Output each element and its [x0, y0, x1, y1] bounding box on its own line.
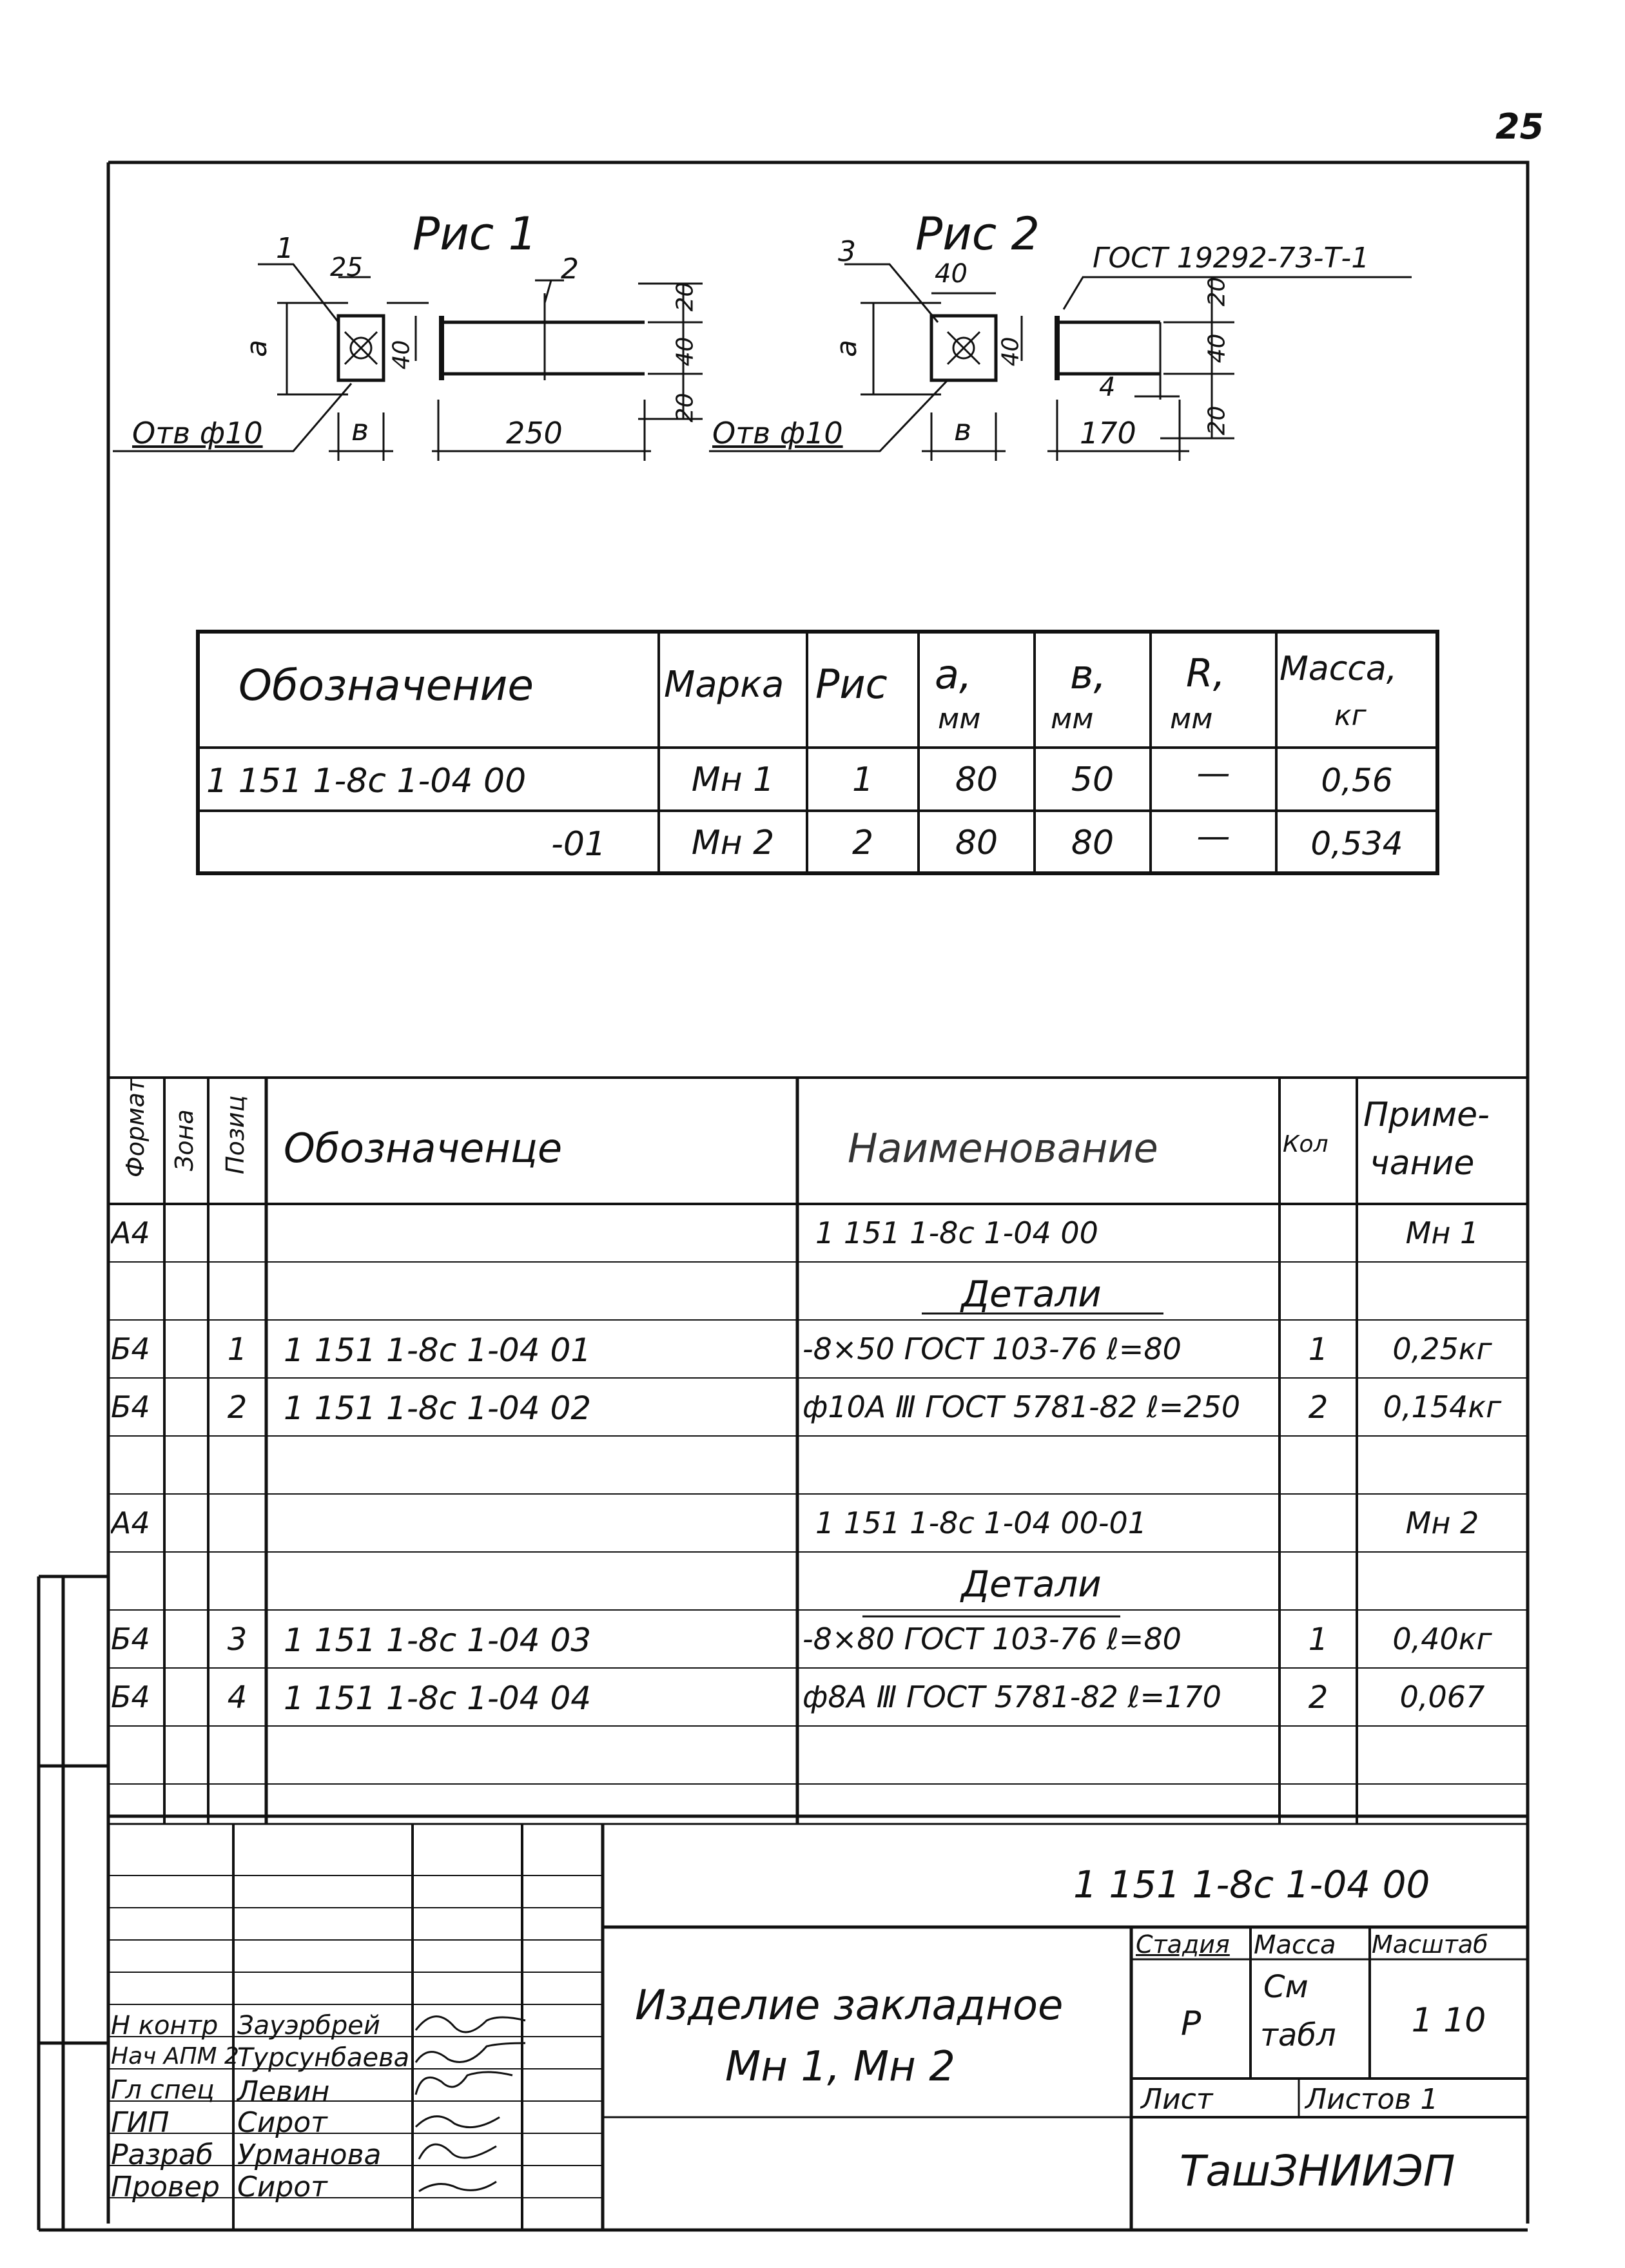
fig2-dim-40: 40 [997, 336, 1024, 367]
fig1-dim-40-right: 40 [672, 336, 699, 367]
fig1-dim-b: в [351, 412, 369, 447]
fig1-dim-20-top: 20 [672, 282, 699, 312]
spec-cell-name: -8×50 ГОСТ 103-76 ℓ=80 [803, 1332, 1182, 1366]
spec-cell-name: 1 151 1-8с 1-04 00-01 [815, 1506, 1147, 1540]
spec-header-note-1: Приме- [1363, 1096, 1490, 1134]
sig-name: Сирот [237, 2106, 327, 2139]
mark-row-fig: 2 [851, 824, 874, 862]
spec-cell-note: 0,25кг [1392, 1332, 1492, 1366]
mark-row-mass: 0,56 [1321, 762, 1393, 799]
spec-cell-qty: 1 [1308, 1332, 1328, 1368]
fig2-gost: ГОСТ 19292-73-Т-1 [1093, 242, 1370, 275]
title-mass-1: См [1263, 1969, 1309, 2005]
fig2-title: Рис 2 [915, 208, 1040, 260]
spec-header-name: Наименование [848, 1125, 1158, 1172]
spec-cell-note: 0,40кг [1392, 1622, 1492, 1656]
spec-cell-format: Б4 [111, 1332, 150, 1366]
mark-row-mass: 0,534 [1310, 825, 1403, 862]
title-stage: Р [1180, 2004, 1202, 2043]
mark-row-b: 80 [1071, 824, 1114, 862]
spec-cell-pos: 3 [227, 1622, 248, 1658]
mark-row-designation: 1 151 1-8с 1-04 00 [206, 762, 527, 800]
sig-role: Нач АПМ 2 [111, 2043, 239, 2069]
title-mass-2: табл [1260, 2017, 1336, 2053]
spec-cell-pos: 1 [227, 1332, 248, 1368]
title-sheet-label: Лист [1141, 2083, 1213, 2116]
mark-header-r: R, [1186, 651, 1225, 696]
mark-header-mass-unit: кг [1334, 699, 1367, 732]
mark-row-a: 80 [955, 761, 998, 799]
sig-role: Провер [111, 2171, 220, 2204]
spec-cell-name: 1 151 1-8с 1-04 00 [815, 1216, 1098, 1250]
mark-row-r: — [1196, 817, 1231, 856]
spec-cell-format: А4 [111, 1506, 150, 1540]
spec-cell-note: 0,067 [1399, 1680, 1485, 1714]
mark-header-a: а, [935, 651, 972, 698]
spec-cell-qty: 1 [1308, 1622, 1328, 1658]
mark-header-designation: Обозначение [238, 661, 534, 710]
sig-name: Урманова [237, 2138, 382, 2171]
page-number: 25 [1495, 106, 1544, 147]
fig2-dim-170: 170 [1080, 416, 1136, 451]
mark-header-a-unit: мм [938, 703, 981, 735]
mark-row-mark: Мн 2 [691, 824, 775, 862]
title-stage-label: Стадия [1136, 1930, 1230, 1959]
fig2-dim-a: а [830, 340, 863, 357]
title-item-name-2: Мн 1, Мн 2 [725, 2043, 955, 2091]
spec-cell-designation: 1 151 1-8с 1-04 03 [284, 1622, 592, 1659]
mark-header-b-unit: мм [1051, 703, 1094, 735]
fig1-callout-2: 2 [561, 253, 579, 286]
spec-cell-note: Мн 2 [1405, 1506, 1479, 1540]
mark-header-mass: Масса, [1280, 650, 1397, 688]
spec-cell-format: Б4 [111, 1680, 150, 1714]
mark-row-a: 80 [955, 824, 998, 862]
fig2-hole: Отв ф10 [712, 416, 843, 451]
title-mass-label: Масса [1254, 1930, 1336, 1960]
fig1-callout-1: 1 [276, 232, 294, 265]
spec-cell-note: Мн 1 [1405, 1216, 1479, 1250]
spec-header-pos: Позиц [221, 1095, 249, 1174]
fig2-dim-20-top: 20 [1203, 276, 1231, 307]
spec-cell-designation: 1 151 1-8с 1-04 01 [284, 1332, 592, 1369]
spec-cell-designation: 1 151 1-8с 1-04 02 [284, 1390, 592, 1427]
mark-row-designation: -01 [551, 825, 606, 864]
fig2-dim-20-bottom: 20 [1203, 405, 1231, 436]
fig2-dim-40-right: 40 [1203, 333, 1231, 363]
spec-cell-pos: 2 [227, 1390, 248, 1426]
spec-cell-name: Детали [961, 1274, 1102, 1315]
mark-row-r: — [1196, 754, 1231, 793]
spec-cell-format: Б4 [111, 1390, 150, 1424]
sig-role: ГИП [111, 2106, 170, 2139]
sig-role: Гл спец [111, 2075, 215, 2105]
spec-cell-note: 0,154кг [1383, 1390, 1502, 1424]
title-item-name-1: Изделие закладное [635, 1982, 1064, 2030]
spec-cell-pos: 4 [227, 1680, 248, 1716]
sig-name: Зауэрбрей [237, 2011, 380, 2040]
mark-header-fig: Рис [815, 661, 888, 708]
spec-cell-qty: 2 [1308, 1390, 1328, 1426]
sig-role: Разраб [111, 2138, 213, 2171]
fig1-dim-40: 40 [388, 340, 415, 370]
mark-header-b: в, [1070, 651, 1107, 698]
title-doc-number: 1 151 1-8с 1-04 00 [1073, 1863, 1430, 1906]
fig1-dim-a: а [240, 340, 273, 357]
mark-header-r-unit: мм [1170, 703, 1213, 735]
spec-cell-name: Детали [961, 1564, 1102, 1605]
fig1-dim-250: 250 [506, 416, 563, 451]
mark-header-mark: Марка [664, 664, 784, 706]
fig2-dim-b: в [954, 412, 972, 447]
fig1-dim-25: 25 [330, 253, 363, 282]
fig1-title: Рис 1 [413, 208, 537, 260]
title-scale: 1 10 [1411, 2001, 1486, 2040]
sig-role: Н контр [111, 2011, 219, 2040]
spec-cell-designation: 1 151 1-8с 1-04 04 [284, 1680, 592, 1717]
spec-header-format: Формат [121, 1078, 150, 1178]
spec-header-qty: Кол [1283, 1131, 1328, 1158]
mark-row-mark: Мн 1 [691, 761, 775, 799]
spec-cell-name: ф10А Ⅲ ГОСТ 5781-82 ℓ=250 [803, 1390, 1241, 1424]
sig-name: Сирот [237, 2171, 327, 2204]
fig2-callout-4: 4 [1099, 373, 1116, 402]
spec-cell-format: Б4 [111, 1622, 150, 1656]
spec-header-note-2: чание [1370, 1144, 1475, 1183]
fig2-callout-3: 3 [838, 235, 856, 268]
spec-cell-name: -8×80 ГОСТ 103-76 ℓ=80 [803, 1622, 1182, 1656]
fig2-dim-40-top: 40 [935, 259, 968, 289]
mark-row-fig: 1 [851, 761, 874, 799]
spec-cell-name: ф8А Ⅲ ГОСТ 5781-82 ℓ=170 [803, 1680, 1221, 1714]
fig1-hole: Отв ф10 [132, 416, 263, 451]
sig-name: Левин [237, 2075, 330, 2108]
spec-cell-format: А4 [111, 1216, 150, 1250]
title-org: ТашЗНИИЭП [1180, 2146, 1455, 2196]
spec-header-zone: Зона [170, 1109, 199, 1171]
title-sheets-label: Листов 1 [1305, 2083, 1439, 2116]
mark-row-b: 50 [1071, 761, 1114, 799]
spec-cell-qty: 2 [1308, 1680, 1328, 1716]
sig-name: Турсунбаева [237, 2043, 410, 2073]
fig1-dim-20-bottom: 20 [672, 393, 699, 423]
spec-header-designation: Обозначенце [284, 1125, 563, 1172]
title-scale-label: Масштаб [1372, 1930, 1488, 1959]
